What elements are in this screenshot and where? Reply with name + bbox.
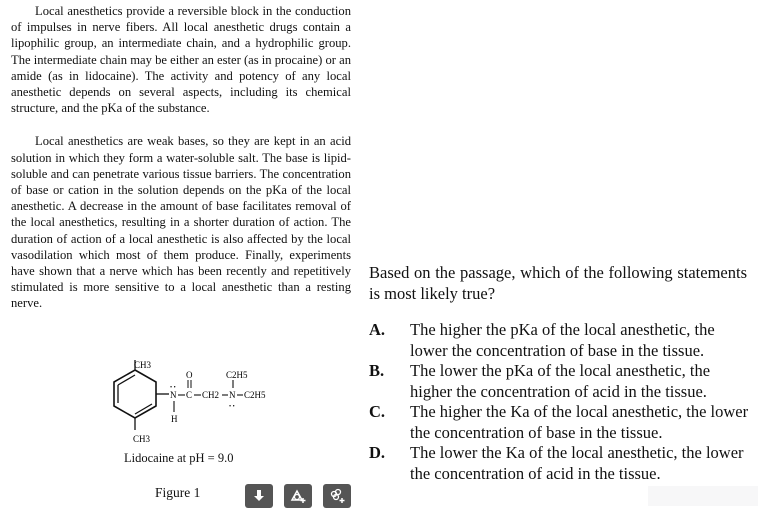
atom-o: O [186, 370, 193, 380]
atom-ch2: CH2 [202, 390, 220, 400]
option-letter: C. [369, 402, 386, 421]
download-button[interactable] [245, 484, 273, 508]
atom-n1: N [170, 390, 177, 400]
option-c[interactable] [369, 402, 749, 443]
cloud-plus-icon [328, 488, 346, 504]
add-note-button[interactable] [323, 484, 351, 508]
atom-ch3-top: CH3 [134, 360, 152, 370]
option-b[interactable] [369, 361, 749, 402]
atom-h: H [171, 414, 178, 424]
option-a[interactable] [369, 320, 749, 361]
annotate-button[interactable] [284, 484, 312, 508]
option-text: The higher the pKa of the local anesthetic, the lower the concentration of base in the tissue. [410, 320, 715, 360]
option-text: The higher the Ka of the local anesthetic, the lower the concentration of base in the tissue. [410, 402, 749, 442]
option-letter: D. [369, 443, 386, 462]
atom-ch3-bottom: CH3 [133, 434, 151, 444]
svg-text:• •: • • [229, 404, 235, 410]
download-icon [252, 489, 266, 503]
atom-c2h5-top: C2H5 [226, 370, 248, 380]
option-d[interactable] [369, 443, 749, 484]
option-letter: B. [369, 361, 385, 380]
figure-label: Figure 1 [155, 485, 201, 500]
svg-text:• •: • • [170, 385, 176, 391]
passage-paragraph-1: Local anesthetics provide a reversible block in the conduction of impulses in nerve fibers. All local anesthetic drugs contain a lipophilic group, an intermediate chain, and a hydrophilic group. The intermediate chain may be either an ester (as in procaine) or an amide (as in lidocaine). The activity and potency of any local anesthetic depends on several aspects, including its chemical structure, and the pKa of the substance. [11, 4, 351, 116]
figure-caption: Lidocaine at pH = 9.0 [124, 451, 234, 465]
atom-c2h5-right: C2H5 [244, 390, 266, 400]
question-stem: Based on the passage, which of the following statements is most likely true? [369, 263, 747, 303]
answer-options [369, 320, 749, 484]
passage [11, 3, 351, 312]
option-text: The lower the pKa of the local anesthetic, the higher the concentration of acid in the tissue. [410, 361, 711, 401]
atom-n2: N [229, 390, 236, 400]
option-letter: A. [369, 320, 386, 339]
option-text: The lower the Ka of the local anesthetic, the lower the concentration of acid in the tissue. [410, 443, 744, 483]
passage-paragraph-2: Local anesthetics are weak bases, so they are kept in an acid solution in which they form a water-soluble salt. The base is lipid-soluble and can penetrate various tissue barriers. The concentration of base or cation in the solution depends on the pKa of the local anesthetic. A decrease in the amount of base facilitates removal of the local anesthetics, resulting in a shorter duration of action. The duration of action of a local anesthetic is also affected by the local vasodilation which most of them produce. Finally, experiments have shown that a nerve which has been recently and repetitively stimulated is more sensitive to a local anesthetic than a resting nerve. [11, 134, 351, 311]
faint-overlay [648, 486, 758, 506]
annotate-plus-icon [289, 488, 307, 504]
atom-c: C [186, 390, 193, 400]
